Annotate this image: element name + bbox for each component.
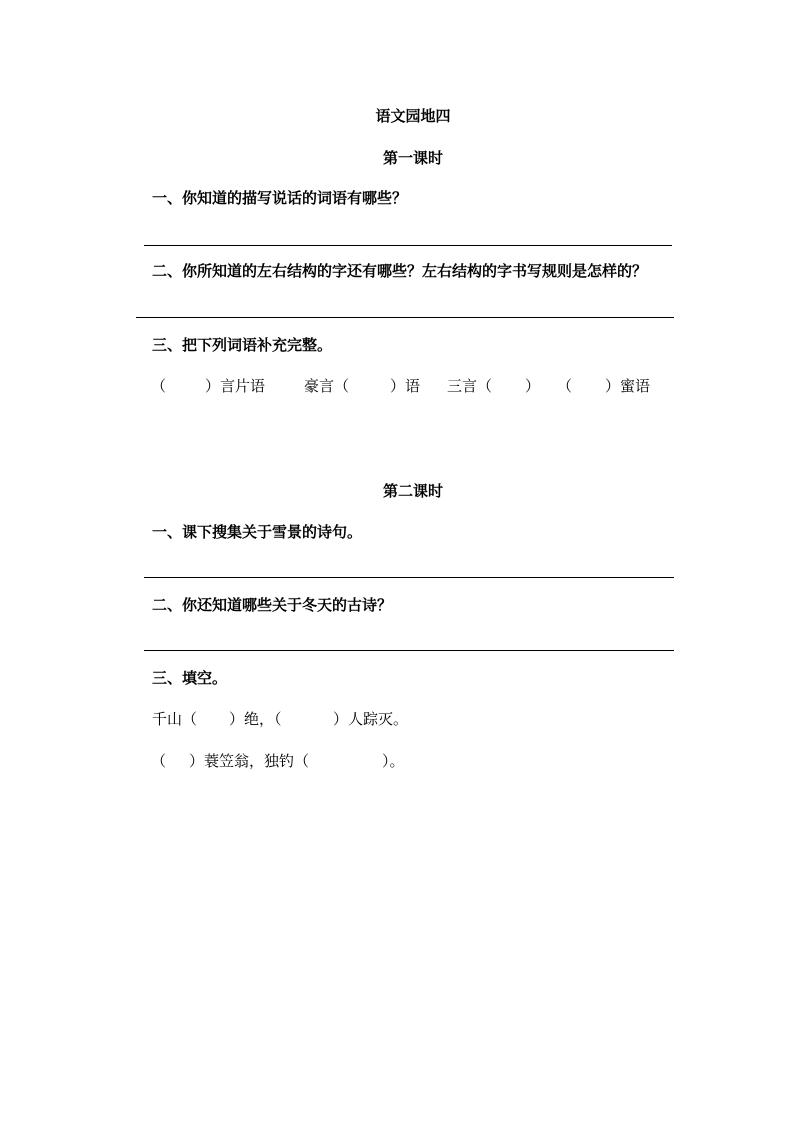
lesson1-question-2: 二、你所知道的左右结构的字还有哪些？左右结构的字书写规则是怎样的？ — [152, 262, 648, 280]
lesson1-question-3: 三、把下列词语补充完整。 — [152, 336, 333, 354]
lesson2-question-1: 一、课下搜集关于雪景的诗句。 — [152, 523, 363, 541]
lesson2-question-2: 二、你还知道哪些关于冬天的古诗？ — [152, 596, 393, 614]
idiom-1-text: ）言片语 — [205, 377, 266, 395]
idiom-2-close: ）语 — [390, 377, 421, 395]
poem-2-part-1: （ — [151, 752, 167, 770]
poem-2-part-2: ）蓑笠翁，独钓（ — [189, 752, 310, 770]
answer-line — [144, 245, 672, 246]
document-title: 语文园地四 — [375, 107, 451, 125]
lesson1-question-1: 一、你知道的描写说话的词语有哪些？ — [152, 189, 408, 207]
idiom-4-text: ）蜜语 — [605, 377, 651, 395]
answer-line — [136, 317, 674, 318]
lesson2-question-3: 三、填空。 — [152, 669, 228, 687]
idiom-2-text: 豪言（ — [304, 377, 350, 395]
lesson1-heading: 第一课时 — [382, 149, 443, 167]
poem-2-part-3: ）。 — [382, 752, 405, 770]
idiom-3-close: ） — [525, 377, 541, 395]
answer-line — [144, 577, 674, 578]
idiom-1-open: （ — [151, 377, 167, 395]
poem-1-part-2: ）绝，（ — [229, 710, 282, 728]
answer-line — [144, 650, 674, 651]
idiom-4-open: （ — [557, 377, 573, 395]
poem-1-part-1: 千山（ — [152, 710, 198, 728]
idiom-3-text: 三言（ — [447, 377, 493, 395]
poem-1-part-3: ）人踪灭。 — [333, 710, 409, 728]
lesson2-heading: 第二课时 — [382, 482, 443, 500]
